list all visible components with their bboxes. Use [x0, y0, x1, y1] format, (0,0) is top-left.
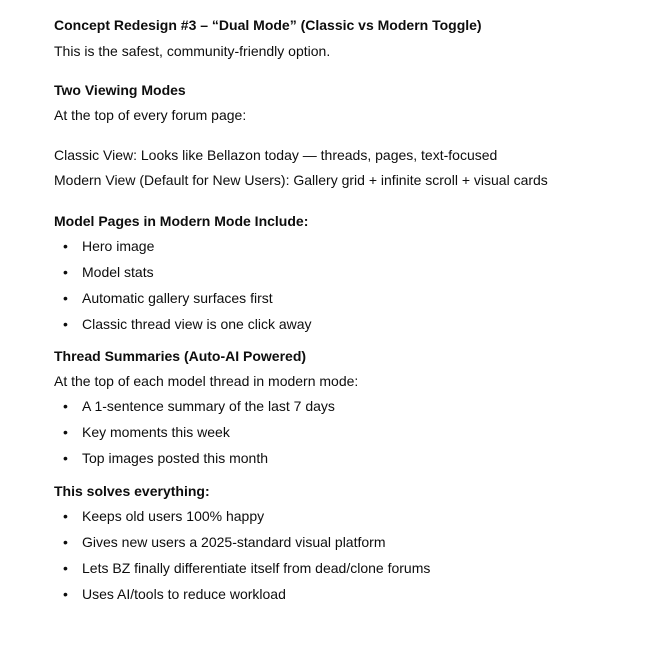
list-item-text: Hero image — [82, 238, 155, 254]
list-item — [54, 394, 617, 419]
list-item — [54, 234, 617, 259]
bullet-marker: • — [63, 290, 68, 306]
list-item-text: Classic thread view is one click away — [82, 316, 312, 332]
bullet-marker: • — [63, 316, 68, 332]
bullet-marker: • — [63, 238, 68, 254]
paragraph-view-modes — [54, 143, 617, 193]
bullet-list-thread-summaries — [54, 394, 617, 471]
list-item — [54, 312, 617, 337]
list-item — [54, 446, 617, 471]
line-modern-view: Modern View (Default for New Users): Gallery grid + infinite scroll + visual cards — [54, 172, 548, 188]
section-heading-model-pages: Model Pages in Modern Mode Include: — [54, 213, 309, 229]
list-item — [54, 260, 617, 285]
bullet-list-model-pages — [54, 234, 617, 337]
list-item — [54, 530, 617, 555]
list-item — [54, 286, 617, 311]
section-heading-thread-summaries: Thread Summaries (Auto-AI Powered) — [54, 348, 307, 364]
section-heading-two-viewing-modes: Two Viewing Modes — [54, 82, 186, 98]
list-item-text: Automatic gallery surfaces first — [82, 290, 273, 306]
bullet-list-solves-everything — [54, 504, 617, 607]
list-item-text: A 1-sentence summary of the last 7 days — [82, 398, 335, 414]
bullet-marker: • — [63, 424, 68, 440]
bullet-marker: • — [63, 534, 68, 550]
bullet-marker: • — [63, 398, 68, 414]
list-item-text: Top images posted this month — [82, 450, 268, 466]
list-item-text: Key moments this week — [82, 424, 230, 440]
paragraph-top-of-model-thread: At the top of each model thread in modern mode: — [54, 373, 359, 389]
section-heading-this-solves-everything: This solves everything: — [54, 483, 210, 499]
list-item — [54, 504, 617, 529]
paragraph-top-of-forum-page: At the top of every forum page: — [54, 107, 247, 123]
list-item — [54, 420, 617, 445]
list-item-text: Lets BZ finally differentiate itself from dead/clone forums — [82, 560, 431, 576]
list-item-text: Gives new users a 2025-standard visual platform — [82, 534, 386, 550]
bullet-marker: • — [63, 586, 68, 602]
section-heading-concept-redesign: Concept Redesign #3 – “Dual Mode” (Classic vs Modern Toggle) — [54, 17, 482, 33]
list-item-text: Model stats — [82, 264, 154, 280]
list-item — [54, 556, 617, 581]
bullet-marker: • — [63, 508, 68, 524]
list-item — [54, 582, 617, 607]
list-item-text: Uses AI/tools to reduce workload — [82, 586, 286, 602]
bullet-marker: • — [63, 560, 68, 576]
bullet-marker: • — [63, 450, 68, 466]
list-item-text: Keeps old users 100% happy — [82, 508, 265, 524]
paragraph-safest-option: This is the safest, community-friendly option. — [54, 43, 331, 59]
line-classic-view: Classic View: Looks like Bellazon today — threads, pages, text-focused — [54, 147, 498, 163]
bullet-marker: • — [63, 264, 68, 280]
